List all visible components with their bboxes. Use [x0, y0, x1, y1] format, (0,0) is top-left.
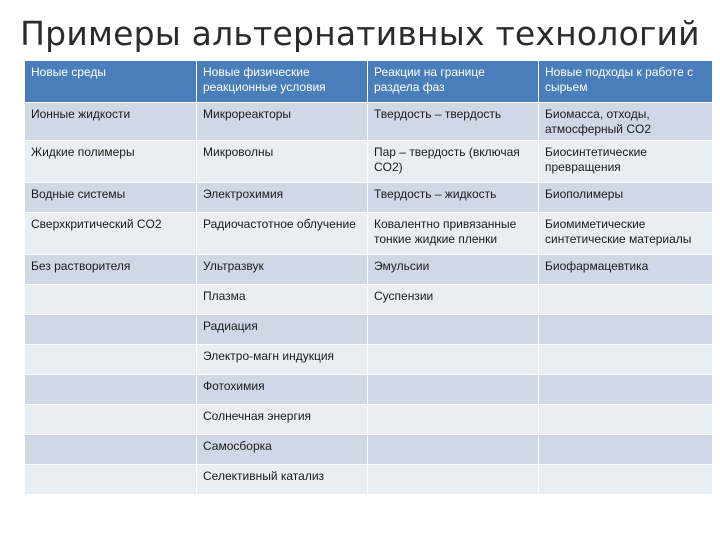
column-header-interface-reactions: Реакции на границе раздела фаз — [368, 61, 539, 103]
table-cell — [368, 435, 539, 465]
technologies-table — [24, 60, 713, 495]
table-row — [25, 141, 713, 183]
table-cell: Электро-магн индукция — [197, 345, 368, 375]
table-cell — [25, 285, 197, 315]
table-row — [25, 255, 713, 285]
table-cell: Самосборка — [197, 435, 368, 465]
table-cell: Ультразвук — [197, 255, 368, 285]
table-cell — [539, 375, 713, 405]
table-cell: Биополимеры — [539, 183, 713, 213]
table-cell: Твердость – твердость — [368, 103, 539, 141]
table-cell: Радиочастотное облучение — [197, 213, 368, 255]
table-row — [25, 213, 713, 255]
table-cell — [25, 435, 197, 465]
table-cell: Ионные жидкости — [25, 103, 197, 141]
table-cell — [25, 375, 197, 405]
table-cell — [368, 405, 539, 435]
table-row — [25, 435, 713, 465]
table-row — [25, 375, 713, 405]
table-cell: Биофармацевтика — [539, 255, 713, 285]
slide-title: Примеры альтернативных технологий — [20, 14, 700, 53]
table-cell — [539, 315, 713, 345]
table-cell: Твердость – жидкость — [368, 183, 539, 213]
table-cell: Водные системы — [25, 183, 197, 213]
table-cell — [368, 315, 539, 345]
table-cell — [539, 405, 713, 435]
table-cell: Биомасса, отходы, атмосферный CO2 — [539, 103, 713, 141]
table-row — [25, 315, 713, 345]
column-header-feedstock-approaches: Новые подходы к работе с сырьем — [539, 61, 713, 103]
table-cell — [25, 345, 197, 375]
table-cell: Биомиметические синтетические материалы — [539, 213, 713, 255]
table-cell: Без растворителя — [25, 255, 197, 285]
table-cell: Селективный катализ — [197, 465, 368, 495]
table-cell: Микроволны — [197, 141, 368, 183]
table-cell — [25, 465, 197, 495]
table-cell: Пар – твердость (включая CO2) — [368, 141, 539, 183]
table-cell — [539, 465, 713, 495]
table-row — [25, 465, 713, 495]
table-cell — [539, 345, 713, 375]
table-cell: Жидкие полимеры — [25, 141, 197, 183]
table-cell — [25, 405, 197, 435]
table-cell — [539, 435, 713, 465]
table-cell: Радиация — [197, 315, 368, 345]
table-cell — [368, 345, 539, 375]
table-cell: Электрохимия — [197, 183, 368, 213]
table-row — [25, 103, 713, 141]
table-cell: Ковалентно привязанные тонкие жидкие пленки — [368, 213, 539, 255]
table-row — [25, 183, 713, 213]
table-cell — [25, 315, 197, 345]
table-row — [25, 285, 713, 315]
table-cell: Суспензии — [368, 285, 539, 315]
column-header-media: Новые среды — [25, 61, 197, 103]
table-cell: Эмульсии — [368, 255, 539, 285]
table-row — [25, 405, 713, 435]
table-cell — [539, 285, 713, 315]
table-cell: Биосинтетические превращения — [539, 141, 713, 183]
table-cell — [368, 375, 539, 405]
table-cell: Солнечная энергия — [197, 405, 368, 435]
table-cell: Микрореакторы — [197, 103, 368, 141]
table-cell: Фотохимия — [197, 375, 368, 405]
table-cell: Плазма — [197, 285, 368, 315]
table-cell: Сверхкритический CO2 — [25, 213, 197, 255]
column-header-physical-conditions: Новые физические реакционные условия — [197, 61, 368, 103]
table-cell — [368, 465, 539, 495]
table-row — [25, 345, 713, 375]
table-header-row — [25, 61, 713, 103]
